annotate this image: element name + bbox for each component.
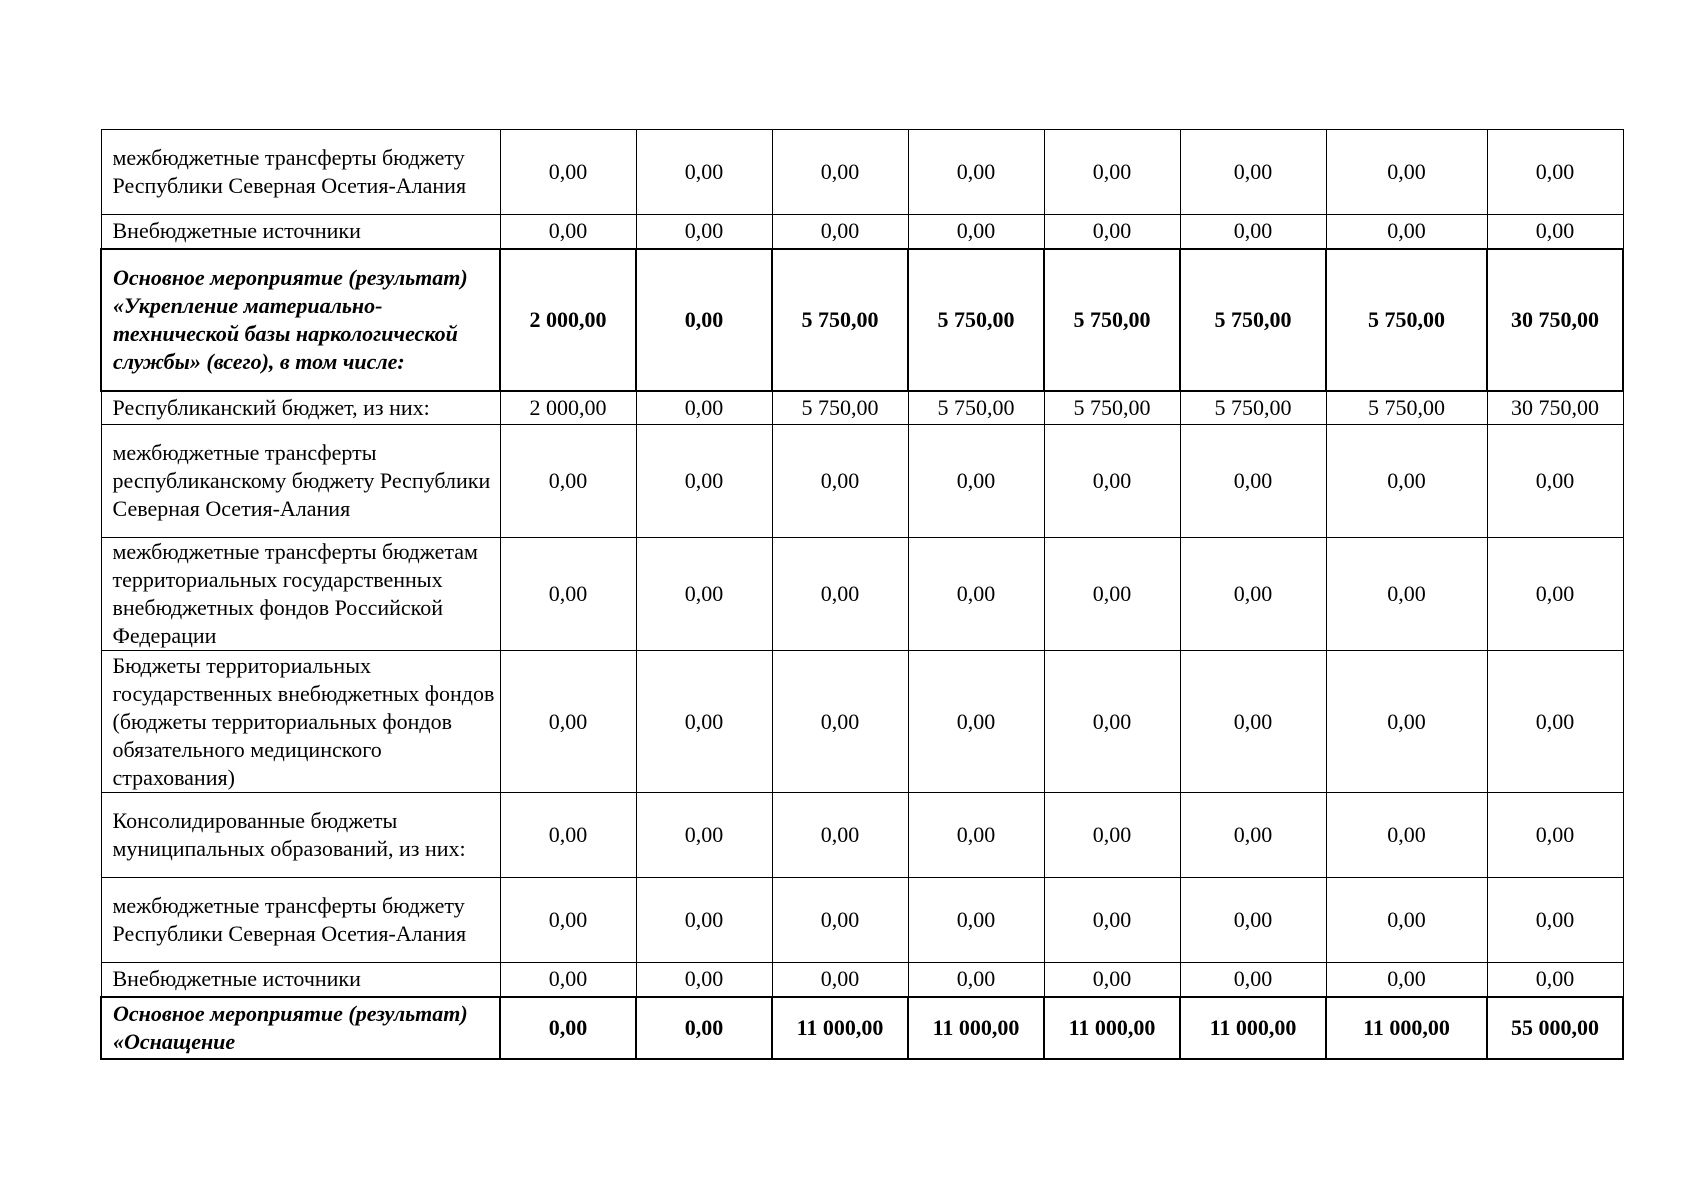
row-label: Консолидированные бюджеты муниципальных образований, из них:: [101, 793, 500, 878]
value-cell: 0,00: [500, 215, 636, 249]
value-cell: 0,00: [500, 963, 636, 997]
value-cell: 0,00: [1487, 651, 1623, 793]
value-cell: 5 750,00: [1326, 249, 1487, 391]
value-cell: 2 000,00: [500, 249, 636, 391]
value-cell: 0,00: [1180, 425, 1326, 538]
value-cell: 0,00: [1044, 878, 1180, 963]
value-cell: 0,00: [636, 997, 772, 1059]
value-cell: 0,00: [1180, 130, 1326, 215]
value-cell: 2 000,00: [500, 391, 636, 425]
value-cell: 55 000,00: [1487, 997, 1623, 1059]
value-cell: 30 750,00: [1487, 391, 1623, 425]
value-cell: 0,00: [1044, 963, 1180, 997]
value-cell: 0,00: [1180, 215, 1326, 249]
row-label: Основное мероприятие (результат) «Оснащение: [101, 997, 500, 1059]
table-row: [101, 130, 1623, 215]
value-cell: 0,00: [1044, 538, 1180, 651]
value-cell: 0,00: [636, 391, 772, 425]
value-cell: 11 000,00: [772, 997, 908, 1059]
value-cell: 0,00: [636, 425, 772, 538]
row-label: Основное мероприятие (результат) «Укрепление материально-технической базы наркологической службы» (всего), в том числе:: [101, 249, 500, 391]
table-row-main-activity: [101, 997, 1623, 1059]
value-cell: 0,00: [1044, 651, 1180, 793]
value-cell: 11 000,00: [1044, 997, 1180, 1059]
table-row: [101, 215, 1623, 249]
value-cell: 0,00: [636, 793, 772, 878]
row-label: Внебюджетные источники: [101, 215, 500, 249]
table-row: [101, 963, 1623, 997]
value-cell: 0,00: [500, 651, 636, 793]
value-cell: 0,00: [908, 215, 1044, 249]
value-cell: 0,00: [1326, 793, 1487, 878]
row-label: межбюджетные трансферты бюджетам территориальных государственных внебюджетных фондов Российской Федерации: [101, 538, 500, 651]
value-cell: 0,00: [1044, 793, 1180, 878]
value-cell: 30 750,00: [1487, 249, 1623, 391]
value-cell: 0,00: [636, 215, 772, 249]
value-cell: 0,00: [772, 878, 908, 963]
table-row: [101, 793, 1623, 878]
table-row-main-activity: [101, 249, 1623, 391]
table-body: [101, 130, 1623, 1059]
value-cell: 0,00: [908, 878, 1044, 963]
value-cell: 0,00: [500, 130, 636, 215]
value-cell: 5 750,00: [908, 391, 1044, 425]
value-cell: 0,00: [1180, 651, 1326, 793]
value-cell: 0,00: [1487, 130, 1623, 215]
value-cell: 0,00: [772, 215, 908, 249]
value-cell: 5 750,00: [1326, 391, 1487, 425]
row-label: Республиканский бюджет, из них:: [101, 391, 500, 425]
value-cell: 0,00: [636, 878, 772, 963]
table-row: [101, 538, 1623, 651]
value-cell: 0,00: [772, 130, 908, 215]
value-cell: 5 750,00: [1180, 391, 1326, 425]
value-cell: 0,00: [500, 425, 636, 538]
value-cell: 11 000,00: [1326, 997, 1487, 1059]
value-cell: 0,00: [1044, 215, 1180, 249]
value-cell: 0,00: [1487, 793, 1623, 878]
value-cell: 0,00: [1180, 878, 1326, 963]
value-cell: 0,00: [1487, 215, 1623, 249]
value-cell: 0,00: [1326, 878, 1487, 963]
value-cell: 0,00: [772, 963, 908, 997]
value-cell: 11 000,00: [1180, 997, 1326, 1059]
row-label: межбюджетные трансферты бюджету Республики Северная Осетия-Алания: [101, 878, 500, 963]
value-cell: 0,00: [636, 538, 772, 651]
value-cell: 0,00: [1326, 215, 1487, 249]
table-row: [101, 651, 1623, 793]
value-cell: 0,00: [636, 651, 772, 793]
value-cell: 0,00: [908, 538, 1044, 651]
value-cell: 0,00: [1326, 425, 1487, 538]
value-cell: 0,00: [500, 793, 636, 878]
value-cell: 5 750,00: [1044, 391, 1180, 425]
row-label: межбюджетные трансферты республиканскому бюджету Республики Северная Осетия-Алания: [101, 425, 500, 538]
value-cell: 0,00: [500, 538, 636, 651]
value-cell: 5 750,00: [1180, 249, 1326, 391]
value-cell: 0,00: [1326, 963, 1487, 997]
value-cell: 0,00: [908, 793, 1044, 878]
value-cell: 0,00: [500, 878, 636, 963]
value-cell: 5 750,00: [772, 391, 908, 425]
value-cell: 0,00: [908, 425, 1044, 538]
value-cell: 5 750,00: [772, 249, 908, 391]
value-cell: 0,00: [1487, 963, 1623, 997]
table-row: [101, 878, 1623, 963]
budget-table: [100, 129, 1624, 1060]
value-cell: 0,00: [1326, 651, 1487, 793]
value-cell: 5 750,00: [908, 249, 1044, 391]
value-cell: 0,00: [500, 997, 636, 1059]
value-cell: 0,00: [772, 538, 908, 651]
row-label: Внебюджетные источники: [101, 963, 500, 997]
value-cell: 0,00: [636, 130, 772, 215]
value-cell: 0,00: [1044, 130, 1180, 215]
value-cell: 0,00: [1180, 963, 1326, 997]
value-cell: 0,00: [772, 651, 908, 793]
value-cell: 0,00: [1487, 538, 1623, 651]
value-cell: 0,00: [908, 963, 1044, 997]
value-cell: 11 000,00: [908, 997, 1044, 1059]
value-cell: 5 750,00: [1044, 249, 1180, 391]
value-cell: 0,00: [1180, 793, 1326, 878]
table-row: [101, 391, 1623, 425]
value-cell: 0,00: [908, 651, 1044, 793]
value-cell: 0,00: [908, 130, 1044, 215]
row-label: межбюджетные трансферты бюджету Республики Северная Осетия-Алания: [101, 130, 500, 215]
value-cell: 0,00: [1044, 425, 1180, 538]
value-cell: 0,00: [636, 249, 772, 391]
value-cell: 0,00: [1326, 130, 1487, 215]
value-cell: 0,00: [772, 425, 908, 538]
value-cell: 0,00: [1180, 538, 1326, 651]
table-row: [101, 425, 1623, 538]
value-cell: 0,00: [1487, 425, 1623, 538]
value-cell: 0,00: [1487, 878, 1623, 963]
value-cell: 0,00: [772, 793, 908, 878]
value-cell: 0,00: [636, 963, 772, 997]
value-cell: 0,00: [1326, 538, 1487, 651]
row-label: Бюджеты территориальных государственных внебюджетных фондов (бюджеты территориальных фондов обязательного медицинского страхования): [101, 651, 500, 793]
